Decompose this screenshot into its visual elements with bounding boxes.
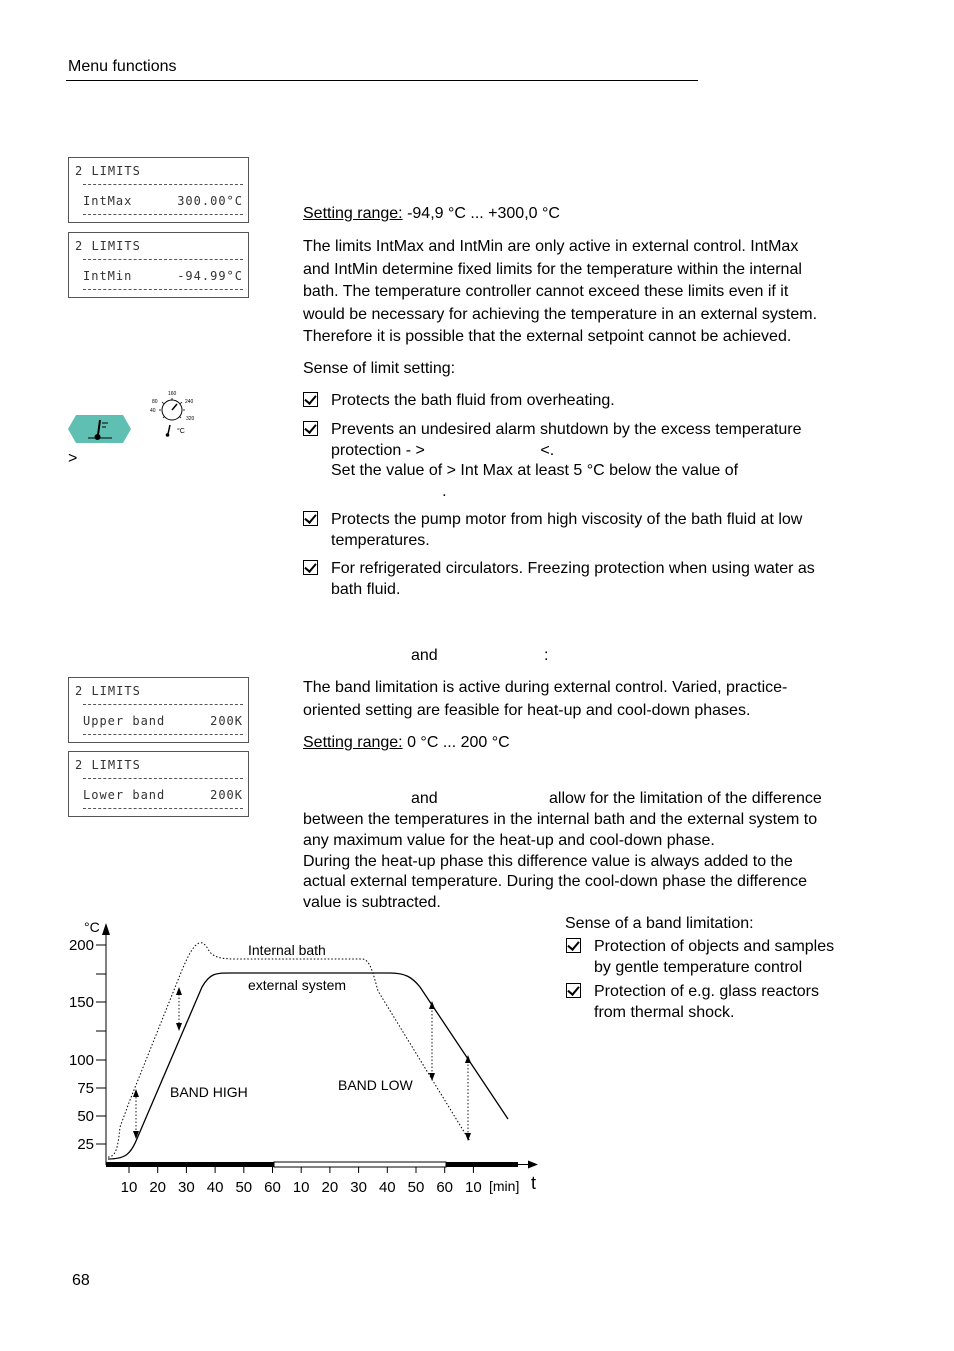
y-axis-arrow bbox=[102, 923, 110, 935]
side-note: > bbox=[68, 450, 78, 467]
band-description bbox=[303, 810, 873, 914]
band-sense-heading: Sense of a band limitation: bbox=[565, 915, 754, 932]
band-desc-and: and bbox=[411, 790, 438, 807]
checkbox-checked-icon bbox=[303, 560, 318, 575]
bullet-text: temperatures. bbox=[331, 531, 430, 549]
band-limitation-chart bbox=[60, 915, 550, 1205]
x-axis-segment-2 bbox=[274, 1162, 446, 1167]
lcd-value: 200K bbox=[210, 788, 243, 802]
bullet-text: Protection of objects and samples bbox=[594, 938, 835, 955]
y-tick-label: 25 bbox=[77, 1136, 94, 1153]
limit-bullet-3 bbox=[303, 510, 873, 551]
band-heading-colon: : bbox=[544, 647, 549, 664]
bullet-text: from thermal shock. bbox=[594, 1003, 735, 1021]
y-tick-label: 50 bbox=[77, 1108, 94, 1125]
limit-sense-heading: Sense of limit setting: bbox=[303, 360, 456, 377]
lcd-key: Lower band bbox=[83, 788, 166, 802]
para-line: The limits IntMax and IntMin are only active in external control. IntMax bbox=[303, 238, 799, 255]
lcd-value: 200K bbox=[210, 714, 243, 728]
band-bullet-2 bbox=[566, 982, 886, 1023]
annotation-band-low: BAND LOW bbox=[338, 1077, 413, 1093]
para-line: During the heat-up phase this difference value is always added to the bbox=[303, 852, 793, 870]
svg-text:320: 320 bbox=[186, 416, 195, 422]
band-heading-and: and bbox=[411, 647, 438, 664]
lcd-display-upper-band bbox=[68, 677, 249, 743]
bullet-text: Protects the pump motor from high viscosity of the bath fluid at low bbox=[331, 511, 803, 528]
x-tick-label: 30 bbox=[178, 1179, 195, 1196]
svg-text:80: 80 bbox=[152, 399, 158, 405]
y-tick-label: 75 bbox=[77, 1080, 94, 1097]
para-line: bath. The temperature controller cannot exceed these limits even if it bbox=[303, 283, 789, 300]
setting-range-value: 0 °C ... 200 °C bbox=[402, 734, 510, 751]
para-line: and IntMin determine fixed limits for the temperature within the internal bbox=[303, 260, 802, 278]
bullet-text: Prevents an undesired alarm shutdown by the excess temperature bbox=[331, 421, 802, 438]
bullet-text: by gentle temperature control bbox=[594, 958, 803, 976]
checkbox-checked-icon bbox=[566, 938, 581, 953]
para-line: oriented setting are feasible for heat-up and cool-down phases. bbox=[303, 701, 751, 719]
para-line: between the temperatures in the internal bath and the external system to bbox=[303, 811, 818, 828]
x-tick-label: 40 bbox=[206, 1179, 224, 1196]
x-axis-arrow bbox=[528, 1161, 538, 1169]
y-ticks bbox=[69, 937, 106, 1153]
checkbox-checked-icon bbox=[303, 511, 318, 526]
y-axis-label: °C bbox=[84, 919, 100, 935]
limit-bullet-2 bbox=[303, 420, 873, 502]
band-bullet-1 bbox=[566, 937, 886, 978]
page-number: 68 bbox=[72, 1272, 90, 1289]
lcd-title: 2 LIMITS bbox=[75, 758, 141, 772]
x-axis-segment-1 bbox=[106, 1162, 274, 1167]
temperature-dial-icon bbox=[148, 389, 196, 439]
checkbox-checked-icon bbox=[566, 983, 581, 998]
x-tick-label: 10 bbox=[465, 1179, 482, 1196]
bullet-text: bath fluid. bbox=[331, 580, 401, 598]
para-line: actual external temperature. During the cool-down phase the difference bbox=[303, 873, 808, 891]
header-rule bbox=[66, 80, 698, 81]
y-tick-label: 200 bbox=[68, 937, 94, 954]
x-tick-label: 10 bbox=[292, 1179, 310, 1196]
x-tick-label: 30 bbox=[350, 1179, 367, 1196]
annotation-band-high: BAND HIGH bbox=[170, 1084, 248, 1100]
setting-range-label: Setting range: bbox=[303, 734, 403, 751]
internal-bath-curve bbox=[108, 943, 470, 1157]
lcd-key: IntMax bbox=[83, 194, 133, 208]
y-tick-label: 100 bbox=[68, 1052, 94, 1069]
setting-range-value: -94,9 °C ... +300,0 °C bbox=[402, 205, 560, 222]
para-line: The band limitation is active during external control. Varied, practice- bbox=[303, 679, 788, 696]
setting-range-label: Setting range: bbox=[303, 205, 403, 222]
band-setting-range bbox=[303, 732, 510, 755]
x-axis-unit: [min] bbox=[489, 1178, 520, 1194]
x-tick-label: 50 bbox=[407, 1179, 425, 1196]
lcd-value: -94.99°C bbox=[177, 269, 243, 283]
lcd-display-intmin bbox=[68, 232, 249, 298]
x-tick-label: 20 bbox=[149, 1179, 167, 1196]
limits-description bbox=[303, 236, 873, 349]
x-ticks bbox=[121, 1167, 482, 1196]
limit-bullet-4 bbox=[303, 559, 873, 600]
lcd-title: 2 LIMITS bbox=[75, 164, 141, 178]
lcd-display-intmax bbox=[68, 157, 249, 223]
series-label-external-system: external system bbox=[248, 977, 347, 993]
thermometer-hexagon-icon bbox=[68, 414, 132, 444]
para-line: Therefore it is possible that the external setpoint cannot be achieved. bbox=[303, 328, 792, 345]
svg-text:°C: °C bbox=[177, 428, 185, 435]
lcd-key: Upper band bbox=[83, 714, 166, 728]
x-tick-label: 40 bbox=[378, 1179, 396, 1196]
lcd-display-lower-band bbox=[68, 751, 249, 817]
bullet-text: For refrigerated circulators. Freezing protection when using water as bbox=[331, 560, 815, 577]
series-label-internal-bath: Internal bath bbox=[248, 942, 326, 958]
bullet-text: Set the value of > Int Max at least 5 °C below the value of bbox=[331, 462, 739, 479]
limit-bullet-1 bbox=[303, 391, 873, 412]
x-tick-label: 20 bbox=[321, 1179, 339, 1196]
lcd-title: 2 LIMITS bbox=[75, 684, 141, 698]
bullet-text: Protection of e.g. glass reactors bbox=[594, 983, 819, 1000]
para-line: any maximum value for the heat-up and cool-down phase. bbox=[303, 831, 715, 849]
y-tick-label: 150 bbox=[68, 994, 94, 1011]
checkbox-checked-icon bbox=[303, 392, 318, 407]
band-desc-first-rest: allow for the limitation of the difference bbox=[549, 790, 822, 807]
bullet-text: Protects the bath fluid from overheating. bbox=[331, 392, 615, 409]
x-axis-segment-3 bbox=[446, 1162, 518, 1167]
checkbox-checked-icon bbox=[303, 421, 318, 436]
bullet-text: . bbox=[331, 482, 447, 500]
bullet-text: protection - > <. bbox=[331, 441, 555, 459]
x-axis-label: t bbox=[531, 1173, 537, 1193]
setting-range-line-1 bbox=[303, 203, 560, 226]
band-intro bbox=[303, 677, 873, 722]
x-tick-label: 50 bbox=[235, 1179, 253, 1196]
lcd-key: IntMin bbox=[83, 269, 133, 283]
svg-text:40: 40 bbox=[150, 408, 156, 414]
lcd-value: 300.00°C bbox=[177, 194, 243, 208]
x-tick-label: 10 bbox=[120, 1179, 138, 1196]
para-line: would be necessary for achieving the temperature in an external system. bbox=[303, 305, 818, 323]
external-system-curve bbox=[108, 973, 508, 1159]
lcd-title: 2 LIMITS bbox=[75, 239, 141, 253]
svg-text:160: 160 bbox=[168, 391, 177, 397]
para-line: value is subtracted. bbox=[303, 894, 441, 912]
section-header: Menu functions bbox=[68, 58, 177, 75]
x-tick-label: 60 bbox=[264, 1179, 281, 1196]
svg-text:240: 240 bbox=[185, 399, 194, 405]
x-tick-label: 60 bbox=[436, 1179, 454, 1196]
